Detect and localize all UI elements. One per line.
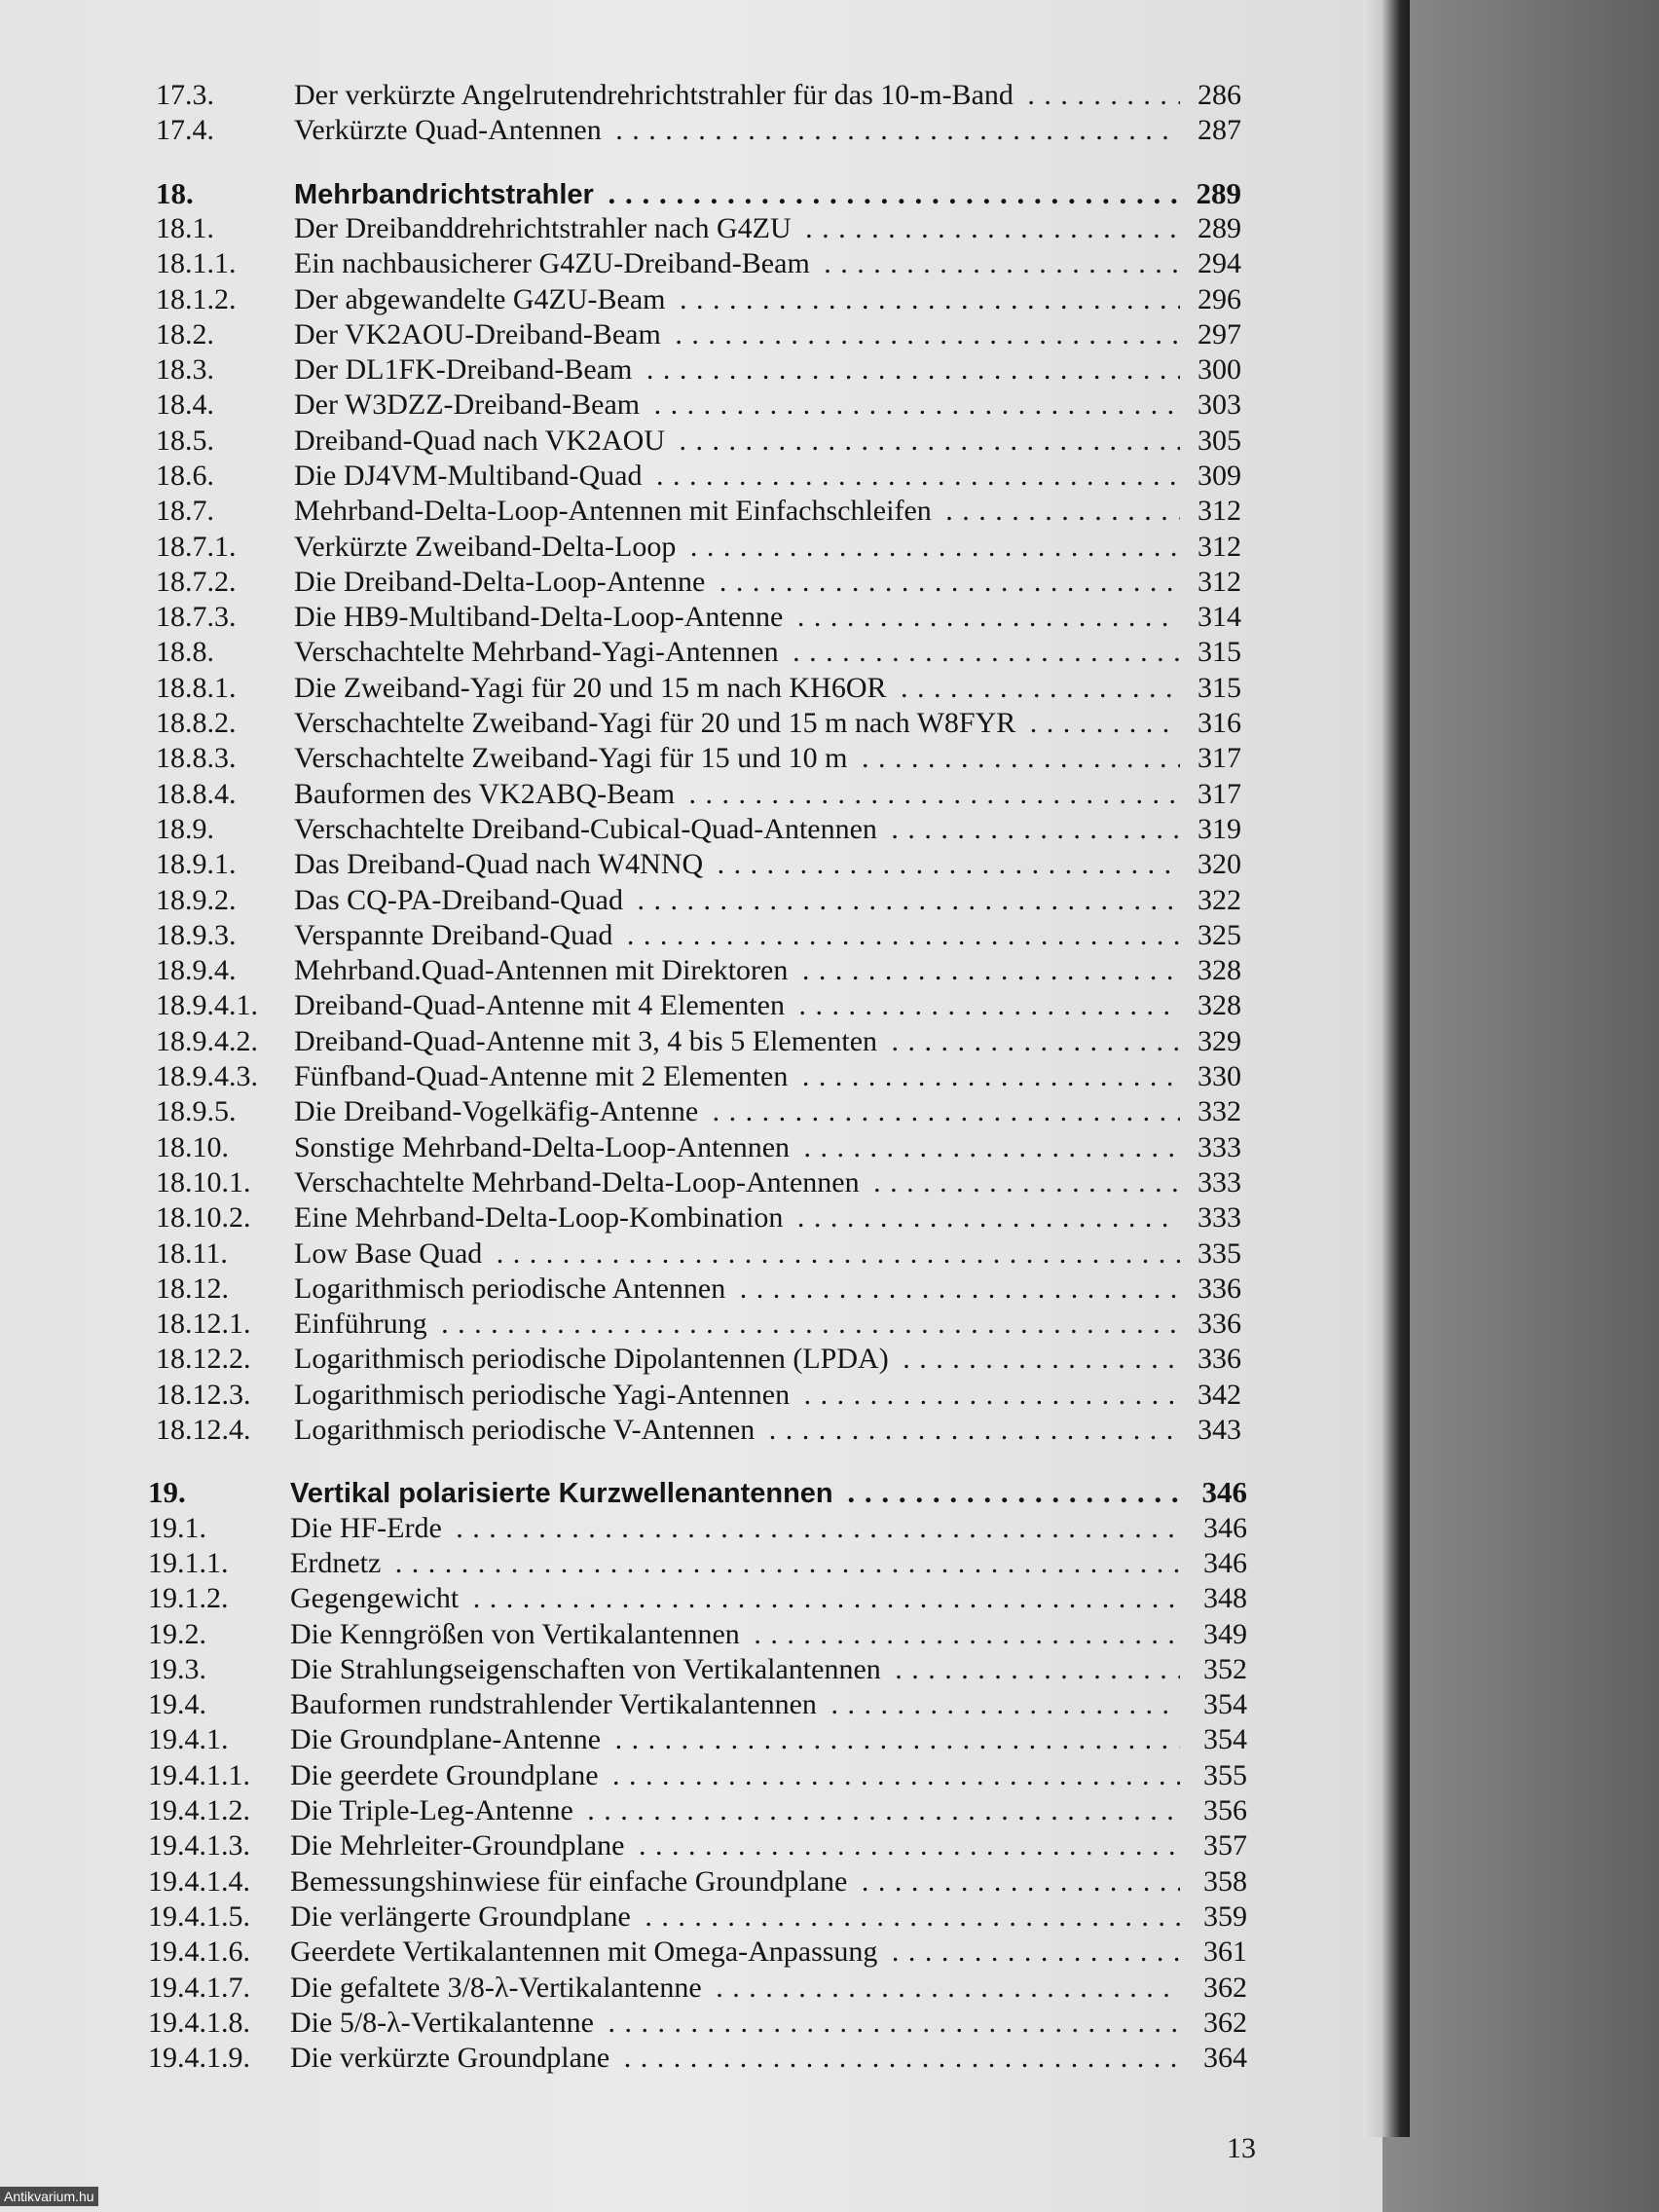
page-edge [1363,0,1410,2137]
toc-title-text: Die HF-Erde [290,1512,442,1544]
toc-number: 19.4.1.8. [148,2007,250,2039]
toc-page: 359 [1203,1900,1247,1933]
toc-page: 356 [1203,1794,1247,1826]
toc-title-text: Der W3DZZ-Dreiband-Beam [294,388,641,421]
toc-title-text: Der VK2AOU-Dreiband-Beam [294,318,661,350]
toc-title-text: Verschachtelte Dreiband-Cubical-Quad-Antennen [294,813,877,845]
toc-number: 19.4.1.9. [148,2042,250,2074]
toc-number: 19.4.1.1. [148,1759,250,1791]
toc-page: 336 [1198,1308,1241,1340]
toc-title-text: Ein nachbausicherer G4ZU-Dreiband-Beam [294,247,810,279]
toc-title [294,459,1180,494]
toc-number: 18.12. [156,1272,229,1305]
toc-page: 352 [1203,1653,1247,1685]
toc-title [294,883,1180,918]
toc-title [294,812,1180,847]
toc-title [294,387,1180,423]
toc-page: 317 [1198,742,1241,774]
toc-title [290,2041,1180,2076]
toc-title-text: Logarithmisch periodische Dipolantennen (LPDA) [294,1343,889,1375]
toc-page: 361 [1203,1936,1247,1968]
toc-title-text: Der DL1FK-Dreiband-Beam [294,353,633,386]
toc-title [294,777,1180,812]
toc-title [294,1378,1180,1413]
toc-page: 348 [1203,1582,1247,1614]
toc-title-text: Bauformen des VK2ABQ-Beam [294,778,676,810]
toc-number: 18.10. [156,1131,229,1163]
toc-number: 18.9.5. [156,1095,237,1127]
toc-page: 322 [1198,884,1241,916]
toc-page: 346 [1201,1475,1247,1509]
toc-title-text: Die Dreiband-Vogelkäfig-Antenne [294,1095,699,1127]
toc-page: 336 [1198,1343,1241,1375]
toc-title [290,1793,1180,1828]
toc-title-text: Die HB9-Multiband-Delta-Loop-Antenne [294,601,784,633]
toc-page: 333 [1198,1201,1241,1234]
toc-number: 18.9.4.3. [156,1060,258,1092]
toc-page: 346 [1203,1512,1247,1544]
toc-title [290,1971,1180,2006]
toc-title [294,1130,1180,1165]
toc-number: 19.3. [148,1653,206,1685]
toc-title-text: Geerdete Vertikalantennen mit Omega-Anpassung [290,1936,878,1968]
toc-title-text: Die Mehrleiter-Groundplane [290,1829,625,1862]
toc-page: 346 [1203,1547,1247,1579]
toc-title [294,1094,1180,1129]
toc-title [290,1617,1180,1652]
toc-title [294,1165,1180,1200]
toc-title [294,1342,1180,1377]
toc-number: 18.10.1. [156,1166,251,1198]
toc-title [290,1828,1180,1863]
toc-title-text: Low Base Quad [294,1237,483,1270]
toc-number: 18.2. [156,318,214,350]
toc-page: 332 [1198,1095,1241,1127]
toc-title-text: Die Zweiband-Yagi für 20 und 15 m nach KH6OR [294,672,887,704]
toc-title-text: Das CQ-PA-Dreiband-Quad [294,884,623,916]
toc-title-text: Mehrband.Quad-Antennen mit Direktoren [294,954,789,986]
background-surface [1382,0,1659,2212]
toc-number: 19. [148,1475,186,1509]
toc-number: 18.12.3. [156,1379,251,1411]
toc-number: 18.12.4. [156,1414,251,1446]
toc-number: 18.4. [156,388,214,421]
toc-number: 17.3. [156,79,214,111]
toc-page: 286 [1198,79,1241,111]
toc-title-text: Fünfband-Quad-Antenne mit 2 Elementen [294,1060,789,1092]
page-number: 13 [1227,2132,1256,2164]
toc-title-text: Gegengewicht [290,1582,460,1614]
toc-number: 19.4.1.2. [148,1794,250,1826]
toc-title [294,78,1180,113]
toc-number: 18.3. [156,353,214,386]
toc-title [294,246,1180,281]
toc-title-text: Mehrband-Delta-Loop-Antennen mit Einfachschleifen [294,495,932,527]
toc-title [290,1581,1180,1616]
toc-title-text: Das Dreiband-Quad nach W4NNQ [294,848,704,880]
toc-page: 315 [1198,636,1241,668]
toc-number: 18. [156,176,194,210]
toc-page: 343 [1198,1414,1241,1446]
toc-title-text: Die gefaltete 3/8-λ-Vertikalantenne [290,1972,702,2004]
toc-page: 296 [1198,283,1241,315]
toc-title-text: Verkürzte Quad-Antennen [294,114,602,146]
toc-title-text: Vertikal polarisierte Kurzwellenantennen [290,1478,833,1509]
toc-title [294,918,1180,953]
toc-title-text: Dreiband-Quad-Antenne mit 3, 4 bis 5 Elementen [294,1025,878,1057]
toc-title [294,565,1180,600]
toc-number: 18.9.3. [156,919,237,951]
toc-number: 19.4.1. [148,1723,229,1755]
toc-number: 19.4.1.6. [148,1936,250,1968]
toc-title [294,1200,1180,1235]
toc-number: 18.1.2. [156,283,237,315]
toc-page: 328 [1198,989,1241,1021]
toc-title [294,600,1180,635]
toc-number: 18.7.1. [156,531,237,563]
toc-page: 315 [1198,672,1241,704]
toc-page: 336 [1198,1272,1241,1305]
toc-page: 300 [1198,353,1241,386]
toc-title-text: Die Kenngrößen von Vertikalantennen [290,1618,740,1650]
toc-title [294,352,1180,387]
toc-page: 333 [1198,1166,1241,1198]
toc-title-text: Einführung [294,1308,427,1340]
toc-page: 354 [1203,1688,1247,1720]
toc-number: 19.4.1.5. [148,1900,250,1933]
toc-page: 319 [1198,813,1241,845]
toc-title-text: Verschachtelte Mehrband-Delta-Loop-Antennen [294,1166,860,1198]
toc-number: 18.6. [156,460,214,492]
toc-page: 355 [1203,1759,1247,1791]
toc-title [290,1758,1180,1793]
toc-title-text: Logarithmisch periodische Yagi-Antennen [294,1379,791,1411]
toc-number: 17.4. [156,114,214,146]
toc-title [290,1722,1180,1757]
toc-title-text: Bauformen rundstrahlender Vertikalantennen [290,1688,817,1720]
toc-number: 18.9.4.2. [156,1025,258,1057]
toc-number: 18.9.4.1. [156,989,258,1021]
watermark: Antikvarium.hu [0,2187,98,2206]
toc-number: 19.1.2. [148,1582,229,1614]
toc-title-text: Die Triple-Leg-Antenne [290,1794,573,1826]
toc-title [294,706,1180,741]
toc-title-text: Die geerdete Groundplane [290,1759,599,1791]
toc-title-text: Verschachtelte Zweiband-Yagi für 15 und 10 m [294,742,848,774]
toc-title [294,741,1180,776]
toc-page: 364 [1203,2042,1247,2074]
toc-title-text: Verschachtelte Zweiband-Yagi für 20 und 15 m nach W8FYR [294,707,1016,739]
toc-page: 289 [1198,212,1241,244]
toc-title [290,1511,1180,1546]
toc-title [290,1687,1180,1722]
toc-title [294,176,1180,212]
toc-page: 357 [1203,1829,1247,1862]
toc-page: 328 [1198,954,1241,986]
toc-title-text: Eine Mehrband-Delta-Loop-Kombination [294,1201,784,1234]
toc-title-text: Die Groundplane-Antenne [290,1723,602,1755]
toc-title [294,1236,1180,1272]
toc-title-text: Logarithmisch periodische Antennen [294,1272,726,1305]
toc-page: 329 [1198,1025,1241,1057]
toc-number: 18.9.4. [156,954,237,986]
toc-title-text: Verkürzte Zweiband-Delta-Loop [294,531,677,563]
toc-page: 335 [1198,1237,1241,1270]
toc-page: 317 [1198,778,1241,810]
toc-number: 18.7.2. [156,566,237,598]
toc-title [294,211,1180,246]
toc-number: 19.2. [148,1618,206,1650]
toc-title [294,671,1180,706]
toc-title-text: Die Strahlungseigenschaften von Vertikalantennen [290,1653,881,1685]
toc-page: 297 [1198,318,1241,350]
toc-title-text: Dreiband-Quad-Antenne mit 4 Elementen [294,989,785,1021]
toc-title [294,988,1180,1023]
toc-number: 18.12.2. [156,1343,251,1375]
toc-number: 18.8.4. [156,778,237,810]
toc-page: 294 [1198,247,1241,279]
toc-number: 18.5. [156,424,214,457]
toc-page: 342 [1198,1379,1241,1411]
toc-page: 320 [1198,848,1241,880]
toc-title [290,1899,1180,1935]
toc-title [294,1413,1180,1448]
toc-number: 18.8.1. [156,672,237,704]
toc-title [294,635,1180,670]
toc-title [290,1546,1180,1581]
toc-title-text: Logarithmisch periodische V-Antennen [294,1414,756,1446]
toc-title [294,847,1180,882]
toc-title-text: Mehrbandrichtstrahler [294,179,594,210]
toc-title-text: Die verkürzte Groundplane [290,2042,610,2074]
toc-title [294,1272,1180,1307]
toc-title-text: Verspannte Dreiband-Quad [294,919,613,951]
toc-title-text: Der verkürzte Angelrutendrehrichtstrahler für das 10-m-Band [294,79,1014,111]
toc-title [294,282,1180,317]
toc-number: 18.1.1. [156,247,237,279]
toc-page: 330 [1198,1060,1241,1092]
toc-title [294,530,1180,565]
toc-title-text: Bemessungshinwiese für einfache Groundplane [290,1865,848,1898]
toc-page: 349 [1203,1618,1247,1650]
toc-number: 18.1. [156,212,214,244]
toc-page: 289 [1196,176,1241,210]
toc-title [290,2006,1180,2041]
toc-page: 354 [1203,1723,1247,1755]
toc-title-text: Erdnetz [290,1547,382,1579]
toc-title-text: Der Dreibanddrehrichtstrahler nach G4ZU [294,212,792,244]
toc-number: 19.1. [148,1512,206,1544]
toc-title [294,494,1180,529]
toc-title [294,113,1180,148]
toc-number: 18.9.2. [156,884,237,916]
toc-title [294,1024,1180,1059]
toc-title-text: Die Dreiband-Delta-Loop-Antenne [294,566,706,598]
toc-number: 19.1.1. [148,1547,229,1579]
toc-number: 19.4.1.7. [148,1972,250,2004]
toc-number: 18.11. [156,1237,228,1270]
toc-page: 312 [1198,495,1241,527]
toc-number: 18.8.3. [156,742,237,774]
toc-page: 325 [1198,919,1241,951]
toc-title [290,1935,1180,1970]
toc-page: 316 [1198,707,1241,739]
toc-number: 18.12.1. [156,1308,251,1340]
toc-title [290,1652,1180,1687]
toc-page: 312 [1198,531,1241,563]
toc-page: 362 [1203,2007,1247,2039]
toc-number: 18.7. [156,495,214,527]
toc-title-text: Der abgewandelte G4ZU-Beam [294,283,666,315]
toc-page: 305 [1198,424,1241,457]
toc-number: 18.8. [156,636,214,668]
toc-title [294,317,1180,352]
toc-number: 19.4.1.3. [148,1829,250,1862]
toc-page: 303 [1198,388,1241,421]
toc-title [294,953,1180,988]
toc-number: 18.7.3. [156,601,237,633]
toc-title-text: Dreiband-Quad nach VK2AOU [294,424,666,457]
toc-page: 314 [1198,601,1241,633]
toc-page: 362 [1203,1972,1247,2004]
toc-page: 309 [1198,460,1241,492]
toc-number: 19.4. [148,1688,206,1720]
toc-title [294,1059,1180,1094]
toc-title-text: Die 5/8-λ-Vertikalantenne [290,2007,594,2039]
toc-number: 18.9.1. [156,848,237,880]
toc-number: 18.8.2. [156,707,237,739]
toc-title-text: Sonstige Mehrband-Delta-Loop-Antennen [294,1131,791,1163]
toc-title-text: Die DJ4VM-Multiband-Quad [294,460,643,492]
toc-title [290,1864,1180,1899]
toc-title-text: Die verlängerte Groundplane [290,1900,631,1933]
toc-title-text: Verschachtelte Mehrband-Yagi-Antennen [294,636,779,668]
toc-title [294,1307,1180,1342]
toc-title [290,1475,1180,1511]
toc-number: 18.9. [156,813,214,845]
toc-number: 19.4.1.4. [148,1865,250,1898]
toc-page: 312 [1198,566,1241,598]
toc-page: 333 [1198,1131,1241,1163]
toc-page: 287 [1198,114,1241,146]
toc-title [294,424,1180,459]
toc-number: 18.10.2. [156,1201,251,1234]
toc-page: 358 [1203,1865,1247,1898]
